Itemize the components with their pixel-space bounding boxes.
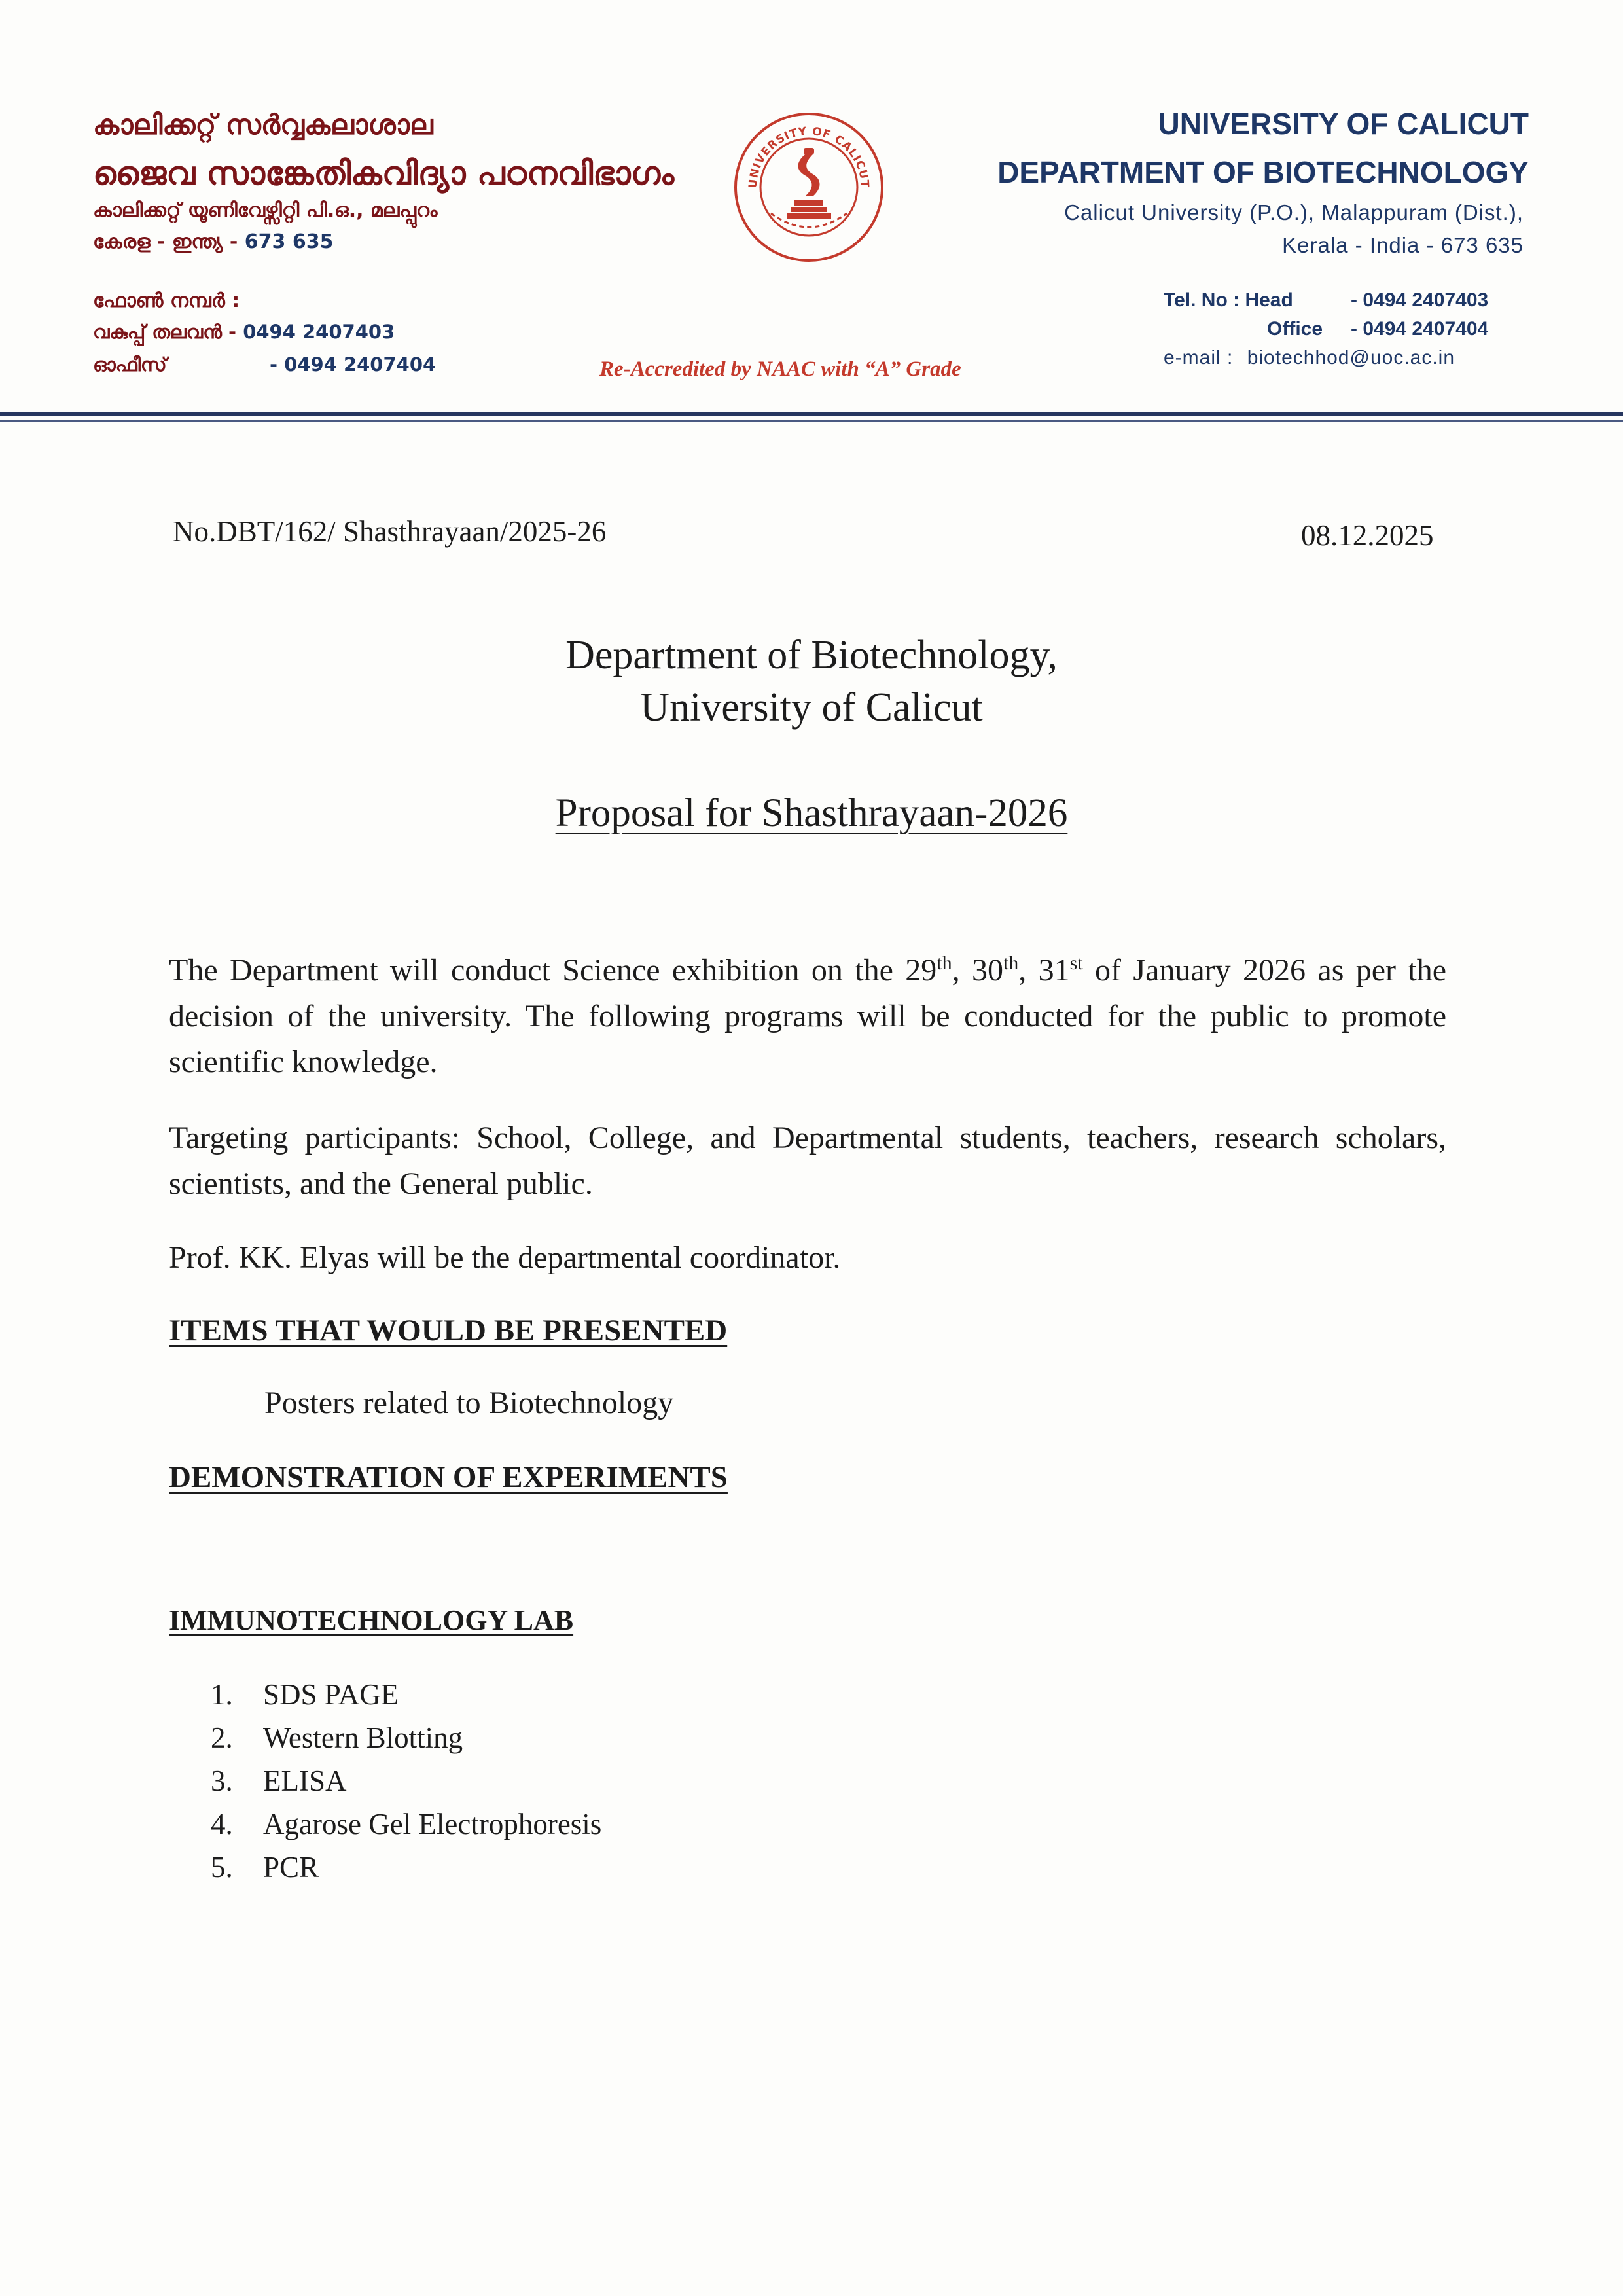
seal-text-top: UNIVERSITY OF CALICUT: [746, 124, 872, 189]
intro-text-d: of January 2026 as per the decision of the university. The following programs will be conducted for the public to promote scientific knowledge.: [169, 953, 1447, 1079]
list-number: 1.: [211, 1678, 233, 1711]
letter-date: 08.12.2025: [1301, 519, 1434, 552]
tel-office-number: - 0494 2407404: [1351, 318, 1489, 340]
malayalam-office-phone: [93, 353, 437, 376]
tel-head-number: - 0494 2407403: [1351, 289, 1489, 311]
letterhead-divider-thin: [0, 420, 1623, 422]
letterhead-divider-thick: [0, 412, 1623, 416]
immunotechnology-lab-heading: IMMUNOTECHNOLOGY LAB: [169, 1604, 574, 1636]
malayalam-state-pin: [93, 230, 333, 253]
list-item: [211, 1759, 601, 1803]
coordinator-line: Prof. KK. Elyas will be the departmental coordinator.: [169, 1240, 841, 1275]
malayalam-department-name: ജൈവ സാങ്കേതികവിദ്യാ പഠനവിഭാഗം: [93, 154, 675, 192]
malayalam-pin: 673 635: [244, 230, 334, 253]
experiment-list: [211, 1673, 601, 1889]
intro-paragraph: [169, 948, 1446, 1085]
malayalam-head-number: 0494 2407403: [243, 321, 395, 343]
malayalam-office-label: ഓഫീസ്: [93, 353, 167, 376]
lamp-emblem-icon: [787, 148, 831, 219]
intro-sup-3: st: [1069, 952, 1083, 974]
experiment-name: Agarose Gel Electrophoresis: [263, 1808, 602, 1840]
list-number: 4.: [211, 1808, 233, 1840]
email-label: e-mail :: [1164, 347, 1234, 368]
naac-accreditation: Re-Accredited by NAAC with “A” Grade: [599, 357, 961, 381]
intro-text-c: , 31: [1018, 953, 1070, 988]
university-seal-logo: [732, 110, 886, 264]
experiment-name: SDS PAGE: [263, 1678, 399, 1711]
list-number: 2.: [211, 1721, 233, 1754]
malayalam-phone-heading: ഫോൺ നമ്പർ :: [93, 289, 240, 312]
english-university-name: UNIVERSITY OF CALICUT: [1158, 107, 1529, 141]
malayalam-address: കാലിക്കറ്റ് യൂണിവേഴ്സിറ്റി പി.ഒ., മലപ്പുറം: [93, 199, 438, 222]
english-department-name: DEPARTMENT OF BIOTECHNOLOGY: [997, 155, 1529, 189]
tel-head-label: Tel. No : Head: [1164, 289, 1293, 311]
intro-sup-1: th: [936, 952, 952, 974]
experiment-name: PCR: [263, 1851, 319, 1884]
english-tel-office: [1267, 318, 1489, 340]
reference-number: No.DBT/162/ Shasthrayaan/2025-26: [173, 515, 607, 548]
participants-paragraph: Targeting participants: School, College, and Departmental students, teachers, research scholars, scientists, and the General public.: [169, 1121, 1446, 1201]
tel-office-label: Office: [1267, 318, 1323, 340]
list-item: [211, 1803, 601, 1846]
malayalam-office-number: - 0494 2407404: [270, 353, 437, 376]
items-heading: ITEMS THAT WOULD BE PRESENTED: [169, 1314, 728, 1348]
demonstration-heading: DEMONSTRATION OF EXPERIMENTS: [169, 1460, 728, 1494]
heading-university: University of Calicut: [640, 685, 983, 730]
items-text: Posters related to Biotechnology: [264, 1386, 674, 1420]
malayalam-state-label: കേരള - ഇന്ത്യ -: [93, 230, 245, 253]
intro-sup-2: th: [1003, 952, 1019, 974]
list-number: 3.: [211, 1765, 233, 1797]
malayalam-head-phone: [93, 321, 395, 344]
malayalam-head-label: വകുപ്പ് തലവൻ -: [93, 321, 237, 343]
experiment-name: Western Blotting: [263, 1721, 463, 1754]
proposal-title: [0, 791, 1623, 836]
email-address[interactable]: biotechhod@uoc.ac.in: [1247, 347, 1455, 368]
proposal-title-text: Proposal for Shasthrayaan-2026: [555, 791, 1068, 835]
list-item: [211, 1846, 601, 1889]
experiment-name: ELISA: [263, 1765, 347, 1797]
letterhead: [0, 0, 1623, 425]
english-tel-head: [1164, 289, 1489, 312]
heading-department: Department of Biotechnology,: [565, 633, 1058, 677]
list-item: [211, 1673, 601, 1716]
intro-text-a: The Department will conduct Science exhibition on the 29: [169, 953, 937, 988]
english-address-line1: Calicut University (P.O.), Malappuram (Dist.),: [1064, 200, 1524, 224]
intro-text-b: , 30: [952, 953, 1003, 988]
english-email: [1164, 347, 1455, 369]
list-item: [211, 1716, 601, 1759]
english-address-line2: Kerala - India - 673 635: [1282, 233, 1524, 257]
malayalam-university-name: കാലിക്കറ്റ് സർവ്വകലാശാല: [93, 109, 433, 141]
list-number: 5.: [211, 1851, 233, 1884]
